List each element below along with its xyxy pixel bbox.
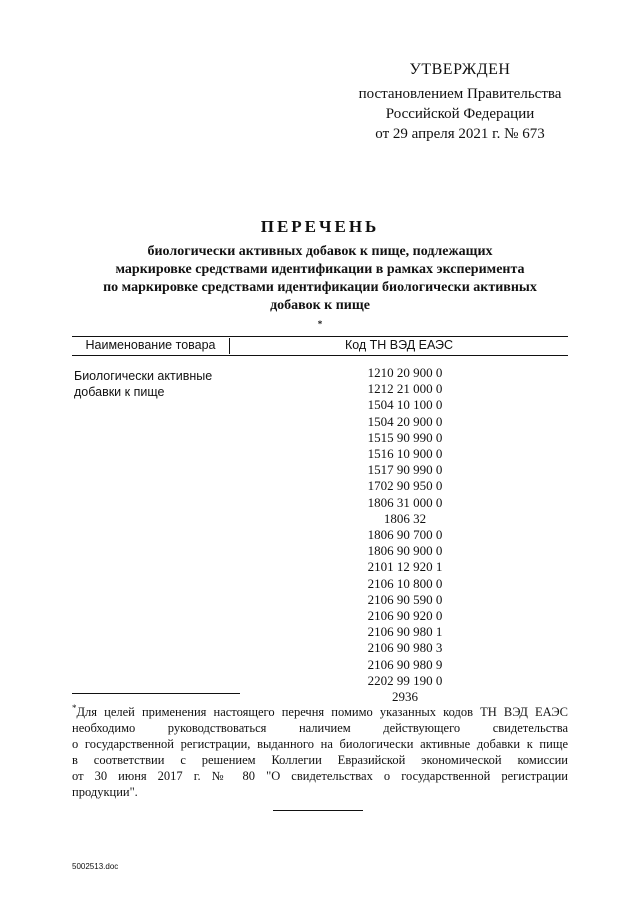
code-item: 1504 20 900 0	[367, 413, 443, 429]
footnote-line	[72, 752, 568, 768]
subtitle-line: по маркировке средствами идентификации биологически активных	[103, 280, 537, 295]
footnote-line	[72, 736, 568, 752]
code-item: 1515 90 990 0	[367, 429, 443, 445]
code-list	[330, 365, 480, 705]
code-item: 1212 21 000 0	[367, 381, 443, 397]
footnote-text: в соответствии с решением Коллегии Евразийской экономической комиссии	[72, 753, 568, 768]
footnote-text: Для целей применения настоящего перечня помимо указанных кодов ТН ВЭД ЕАЭС	[76, 705, 568, 720]
footnote-line	[72, 720, 568, 736]
table-header	[72, 336, 568, 356]
code-item: 1702 90 950 0	[367, 478, 443, 494]
code-item: 1504 10 100 0	[367, 397, 443, 413]
code-item: 1806 31 000 0	[367, 494, 443, 510]
code-item: 2106 90 980 9	[367, 656, 443, 672]
subtitle-line-text: добавок к пище	[270, 298, 370, 313]
code-item: 2106 10 800 0	[367, 575, 443, 591]
footnote	[72, 700, 568, 800]
subtitle-line: маркировке средствами идентификации в рамках эксперимента	[115, 262, 525, 277]
footnote-line	[72, 700, 568, 720]
document-id: 5002513.doc	[72, 862, 119, 871]
footnote-line	[72, 784, 568, 800]
footnote-divider	[72, 693, 240, 694]
code-item: 1516 10 900 0	[367, 446, 443, 462]
end-divider	[273, 810, 363, 811]
code-item: 1806 90 900 0	[367, 543, 443, 559]
code-item: 1806 90 700 0	[367, 527, 443, 543]
code-item: 2101 12 920 1	[367, 559, 443, 575]
code-item: 2202 99 190 0	[367, 672, 443, 688]
approval-title: УТВЕРЖДЕН	[409, 61, 511, 78]
product-name	[74, 368, 224, 400]
approval-line: постановлением Правительства	[358, 86, 562, 102]
document-title: ПЕРЕЧЕНЬ	[260, 217, 380, 236]
footnote-text: о государственной регистрации, выданного на биологически активные добавки к пище	[72, 737, 568, 752]
product-name-line: добавки к пище	[74, 385, 165, 399]
subtitle-footnote-mark: *	[317, 319, 323, 329]
product-name-line: Биологически активные	[74, 369, 213, 383]
approval-line: от 29 апреля 2021 г. № 673	[375, 126, 545, 142]
code-item: 1806 32	[383, 510, 427, 526]
code-item: 2106 90 590 0	[367, 591, 443, 607]
footnote-text: продукции".	[72, 785, 138, 800]
footnote-line	[72, 768, 568, 784]
code-item: 2106 90 980 3	[367, 640, 443, 656]
code-item: 2936	[392, 689, 418, 705]
approval-block	[340, 60, 580, 144]
header-name: Наименование товара	[72, 338, 230, 354]
subtitle-line: биологически активных добавок к пище, подлежащих	[147, 244, 493, 259]
footnote-text: от 30 июня 2017 г. № 80 "О свидетельствах о государственной регистрации	[72, 769, 568, 784]
footnote-mark: *	[72, 703, 77, 713]
subtitle-line-last	[80, 297, 560, 339]
footnote-text: необходимо руководствоваться наличием действующего свидетельства	[72, 721, 568, 736]
approval-line: Российской Федерации	[385, 106, 535, 122]
code-item: 2106 90 920 0	[367, 608, 443, 624]
code-item: 1517 90 990 0	[367, 462, 443, 478]
document-subtitle	[80, 243, 560, 339]
header-code: Код ТН ВЭД ЕАЭС	[344, 338, 454, 352]
code-item: 1210 20 900 0	[367, 365, 443, 380]
code-item: 2106 90 980 1	[367, 624, 443, 640]
